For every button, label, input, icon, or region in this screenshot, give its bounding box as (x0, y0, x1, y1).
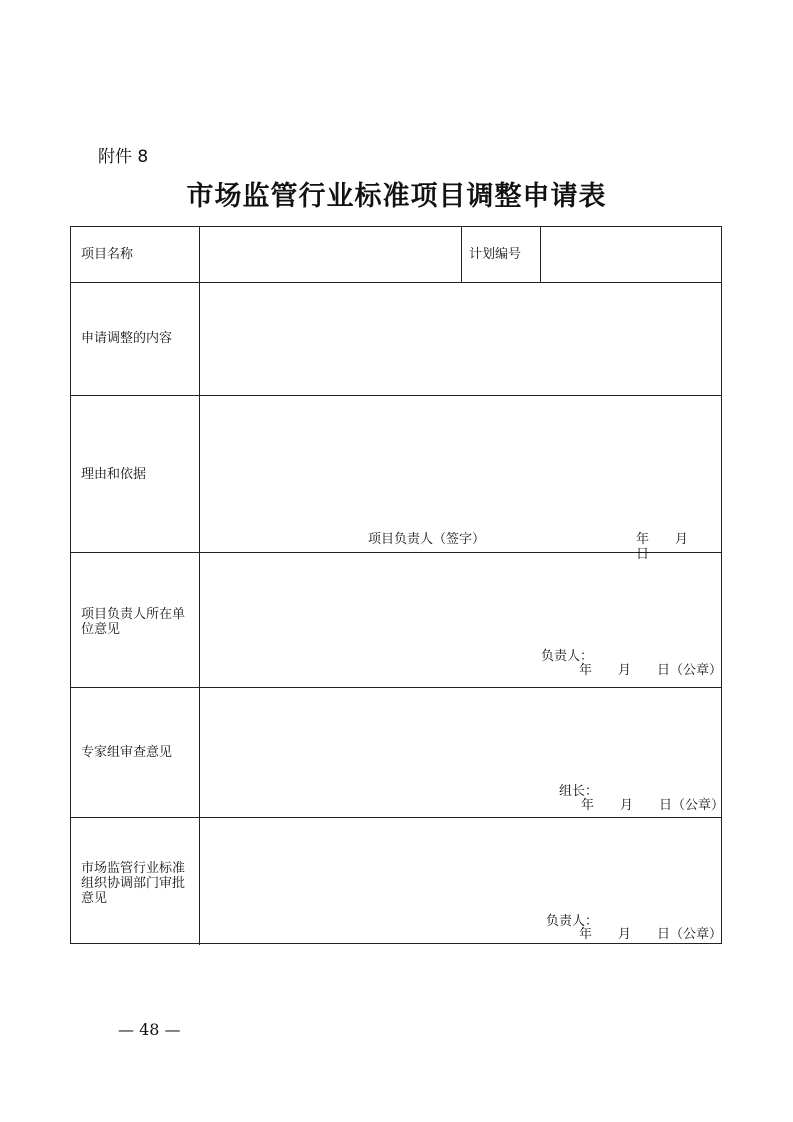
row-divider (71, 552, 721, 553)
application-form (70, 226, 725, 944)
reason-date: 年 月 日 (636, 532, 715, 562)
page-title: 市场监管行业标准项目调整申请表 (186, 181, 607, 212)
unit-opinion-label: 项目负责人所在单位意见 (81, 607, 186, 637)
reason-label: 理由和依据 (81, 467, 147, 482)
page-number: — 48 — (118, 1020, 181, 1039)
expert-date: 年 月 日（公章） (581, 798, 725, 813)
reason-sign-label: 项目负责人（签字） (368, 532, 486, 547)
row-divider (71, 282, 721, 283)
unit-sign-label: 负责人： (541, 649, 594, 664)
expert-sign-label: 组长： (559, 784, 599, 799)
row-divider (71, 395, 721, 396)
attachment-label: 附件 8 (98, 147, 149, 167)
plan-number-label: 计划编号 (469, 247, 522, 262)
approval-date: 年 月 日（公章） (579, 927, 723, 942)
content-label: 申请调整的内容 (81, 331, 173, 346)
approval-opinion-label: 市场监管行业标准组织协调部门审批意见 (81, 861, 186, 906)
expert-opinion-label: 专家组审查意见 (81, 745, 173, 760)
row-divider (71, 817, 721, 818)
column-divider (199, 227, 200, 945)
row-divider (71, 687, 721, 688)
column-divider (461, 227, 462, 282)
project-name-label: 项目名称 (81, 247, 134, 262)
approval-sign-label: 负责人： (546, 914, 599, 929)
unit-date: 年 月 日（公章） (579, 663, 723, 678)
column-divider (540, 227, 541, 282)
